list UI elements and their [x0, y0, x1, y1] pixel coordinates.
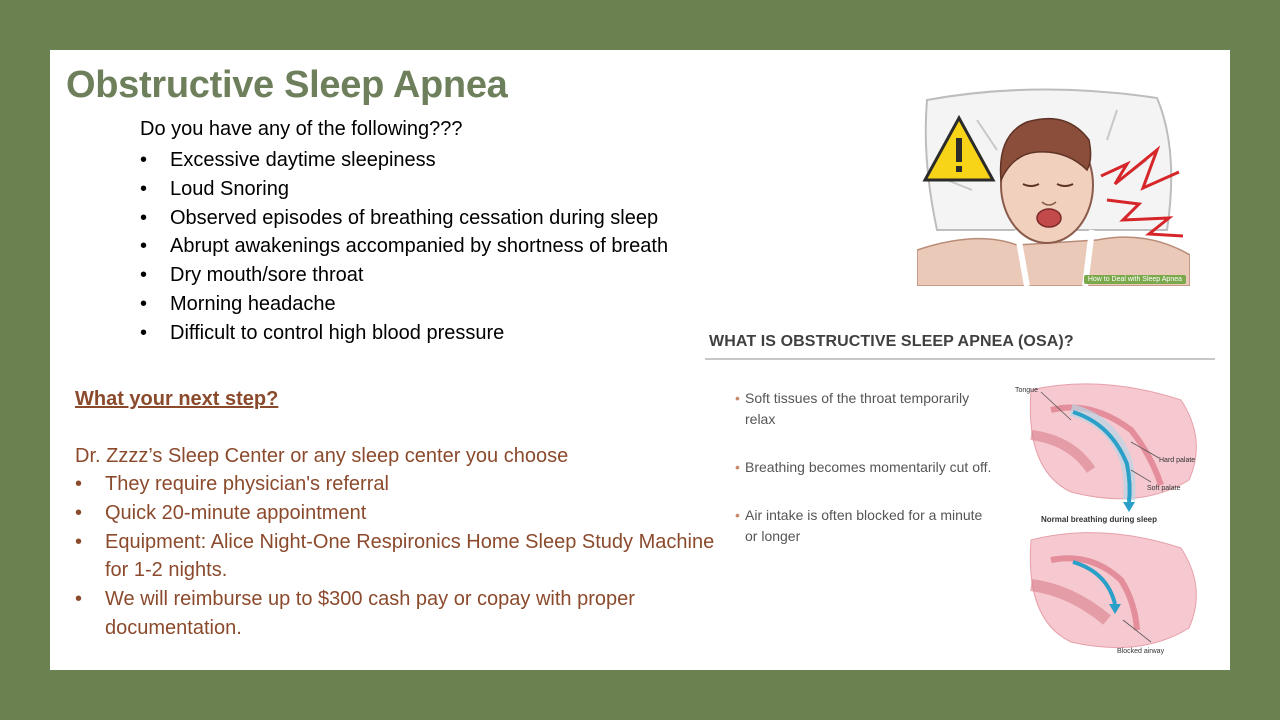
next-step-item: • Quick 20-minute appointment	[75, 499, 715, 528]
osa-point: • Soft tissues of the throat temporarily relax	[735, 388, 995, 430]
sleeping-person-image	[917, 80, 1190, 286]
osa-panel	[705, 330, 1215, 660]
next-step-item: • We will reimburse up to $300 cash pay or copay with proper documentation.	[75, 585, 715, 643]
hard-palate-label: Hard palate	[1159, 457, 1196, 464]
symptom-item: • Loud Snoring	[140, 175, 668, 204]
symptoms-section	[140, 116, 668, 348]
symptom-item: • Morning headache	[140, 290, 668, 319]
symptoms-intro: Do you have any of the following???	[140, 118, 463, 140]
next-step-list	[75, 470, 715, 643]
slide-title: Obstructive Sleep Apnea	[66, 64, 508, 106]
snoring-illustration	[917, 80, 1190, 286]
osa-title: WHAT IS OBSTRUCTIVE SLEEP APNEA (OSA)?	[709, 333, 1074, 350]
next-step-heading: What your next step?	[75, 388, 279, 410]
symptom-item: • Dry mouth/sore throat	[140, 261, 668, 290]
next-step-item: • They require physician's referral	[75, 470, 715, 499]
symptom-item: • Difficult to control high blood pressure	[140, 319, 668, 348]
normal-breathing-label: Normal breathing during sleep	[1041, 515, 1158, 524]
next-step-item: • Equipment: Alice Night-One Respironics Home Sleep Study Machine for 1-2 nights.	[75, 528, 715, 586]
illustration-caption: How to Deal with Sleep Apnea	[1084, 275, 1186, 284]
osa-points	[735, 388, 995, 574]
next-step-section	[75, 386, 715, 643]
symptoms-list	[140, 146, 668, 348]
osa-point: • Air intake is often blocked for a minute or longer	[735, 505, 995, 547]
airway-diagram	[1011, 380, 1211, 660]
sleep-center-line: Dr. Zzzz’s Sleep Center or any sleep center you choose	[75, 445, 569, 467]
tongue-label: Tongue	[1015, 387, 1038, 394]
osa-divider	[705, 358, 1215, 360]
osa-point: • Breathing becomes momentarily cut off.	[735, 457, 995, 478]
blocked-airway-label: Blocked airway	[1117, 648, 1165, 655]
soft-palate-label: Soft palate	[1147, 485, 1181, 492]
symptom-item: • Abrupt awakenings accompanied by shortness of breath	[140, 232, 668, 261]
symptom-item: • Excessive daytime sleepiness	[140, 146, 668, 175]
symptom-item: • Observed episodes of breathing cessation during sleep	[140, 204, 668, 233]
slide	[50, 50, 1230, 670]
